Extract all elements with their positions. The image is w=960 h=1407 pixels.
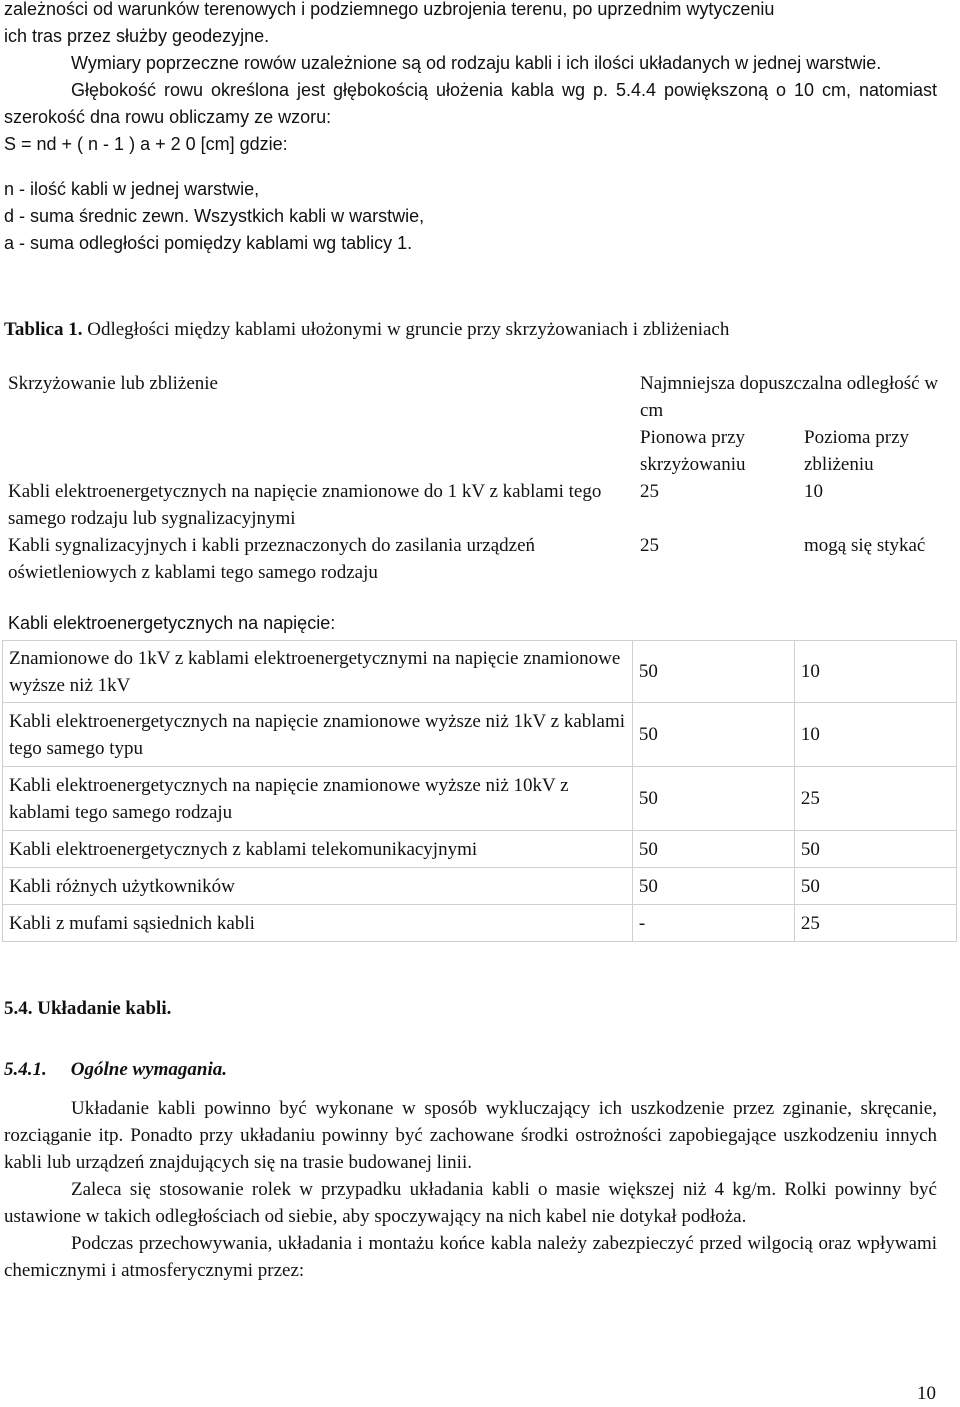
row-desc: Kabli elektroenergetycznych na napięcie znamionowe wyższe niż 10kV z kablami tego samego rodzaju xyxy=(3,767,633,831)
paragraph-2: Zaleca się stosowanie rolek w przypadku układania kabli o masie większej niż 4 kg/m. Rolki powinny być ustawione w takich odległościach od siebie, aby spoczywający na nich kabel nie dotykał podłoża. xyxy=(4,1179,937,1227)
row-vertical-value: - xyxy=(632,905,794,942)
subsection-title: Ogólne wymagania. xyxy=(70,1059,227,1080)
definition-d: d - suma średnic zewn. Wszystkich kabli w warstwie, xyxy=(4,206,425,226)
row-horizontal-value: 25 xyxy=(794,767,956,831)
row-horizontal-value: 10 xyxy=(804,481,823,502)
row-horizontal-value: 25 xyxy=(794,905,956,942)
intro-paragraph-1-line-2: ich tras przez służby geodezyjne. xyxy=(4,26,270,46)
formula: S = nd + ( n - 1 ) a + 2 0 [cm] gdzie: xyxy=(4,134,288,154)
col23-header: Najmniejsza dopuszczalna odległość w cm xyxy=(640,373,939,421)
row-vertical-value: 50 xyxy=(632,767,794,831)
row-desc: Kabli elektroenergetycznych na napięcie znamionowe do 1 kV z kablami tego samego rodzaju lub sygnalizacyjnymi xyxy=(8,481,602,529)
section-heading: 5.4. Układanie kabli. xyxy=(4,998,172,1019)
table-row xyxy=(3,641,957,703)
table-row xyxy=(3,905,957,942)
section-5-4 xyxy=(4,995,937,1284)
row-vertical-value: 50 xyxy=(632,831,794,868)
row-horizontal-value: mogą się stykać xyxy=(804,535,926,556)
row-horizontal-value: 50 xyxy=(794,831,956,868)
row-horizontal-value: 10 xyxy=(794,641,956,703)
table-caption-text: Odległości między kablami ułożonymi w gruncie przy skrzyżowaniach i zbliżeniach xyxy=(82,319,730,340)
table-caption-label: Tablica 1. xyxy=(4,319,83,340)
col1-header: Skrzyżowanie lub zbliżenie xyxy=(8,373,218,394)
definition-a: a - suma odległości pomiędzy kablami wg tablicy 1. xyxy=(4,233,413,253)
row-desc: Kabli elektroenergetycznych z kablami telekomunikacyjnymi xyxy=(3,831,633,868)
row-desc: Kabli z mufami sąsiednich kabli xyxy=(3,905,633,942)
paragraph-1: Układanie kabli powinno być wykonane w sposób wykluczający ich uszkodzenie przez zginanie, skręcanie, rozciąganie itp. Ponadto przy układaniu powinny być zachowane środki ostrożności zapobiegające uszkodzeniu innych kabli lub urządzeń znajdujących się na trasie budowanej linii. xyxy=(4,1098,937,1173)
subsection-number: 5.4.1. xyxy=(4,1059,47,1080)
table-caption xyxy=(4,316,729,343)
table-row xyxy=(3,767,957,831)
section-label: Kabli elektroenergetycznych na napięcie: xyxy=(8,613,336,633)
row-desc: Kabli różnych użytkowników xyxy=(3,868,633,905)
col3-header: Pozioma przy zbliżeniu xyxy=(804,427,910,475)
row-vertical-value: 25 xyxy=(640,535,659,556)
paragraph-3: Podczas przechowywania, układania i montażu końce kabla należy zabezpieczyć przed wilgocią oraz wpływami chemicznymi i atmosferycznymi przez: xyxy=(4,1233,937,1281)
row-horizontal-value: 50 xyxy=(794,868,956,905)
subsection-heading xyxy=(4,1056,937,1083)
row-vertical-value: 50 xyxy=(632,868,794,905)
table-row xyxy=(3,703,957,767)
table-row xyxy=(3,831,957,868)
intro-paragraph-2: Wymiary poprzeczne rowów uzależnione są od rodzaju kabli i ich ilości układanych w jednej warstwie. xyxy=(71,53,882,73)
distance-table-bottom xyxy=(2,640,957,942)
intro-paragraph-1-line-1: zależności od warunków terenowych i podziemnego uzbrojenia terenu, po uprzednim wytyczeniu xyxy=(4,0,775,19)
row-horizontal-value: 10 xyxy=(794,703,956,767)
row-desc: Znamionowe do 1kV z kablami elektroenergetycznymi na napięcie znamionowe wyższe niż 1kV xyxy=(3,641,633,703)
definition-n: n - ilość kabli w jednej warstwie, xyxy=(4,179,260,199)
row-vertical-value: 50 xyxy=(632,641,794,703)
row-vertical-value: 50 xyxy=(632,703,794,767)
page-number: 10 xyxy=(917,1383,936,1404)
table-row xyxy=(3,868,957,905)
row-desc: Kabli elektroenergetycznych na napięcie znamionowe wyższe niż 1kV z kablami tego samego typu xyxy=(3,703,633,767)
intro-paragraph-3: Głębokość rowu określona jest głębokością ułożenia kabla wg p. 5.4.4 powiększoną o 10 cm, natomiast szerokość dna rowu obliczamy ze wzoru: xyxy=(4,80,937,127)
row-desc: Kabli sygnalizacyjnych i kabli przeznaczonych do zasilania urządzeń oświetleniowych z kablami tego samego rodzaju xyxy=(8,535,536,583)
row-vertical-value: 25 xyxy=(640,481,659,502)
col2-header: Pionowa przy skrzyżowaniu xyxy=(640,427,746,475)
intro-block xyxy=(4,0,937,257)
